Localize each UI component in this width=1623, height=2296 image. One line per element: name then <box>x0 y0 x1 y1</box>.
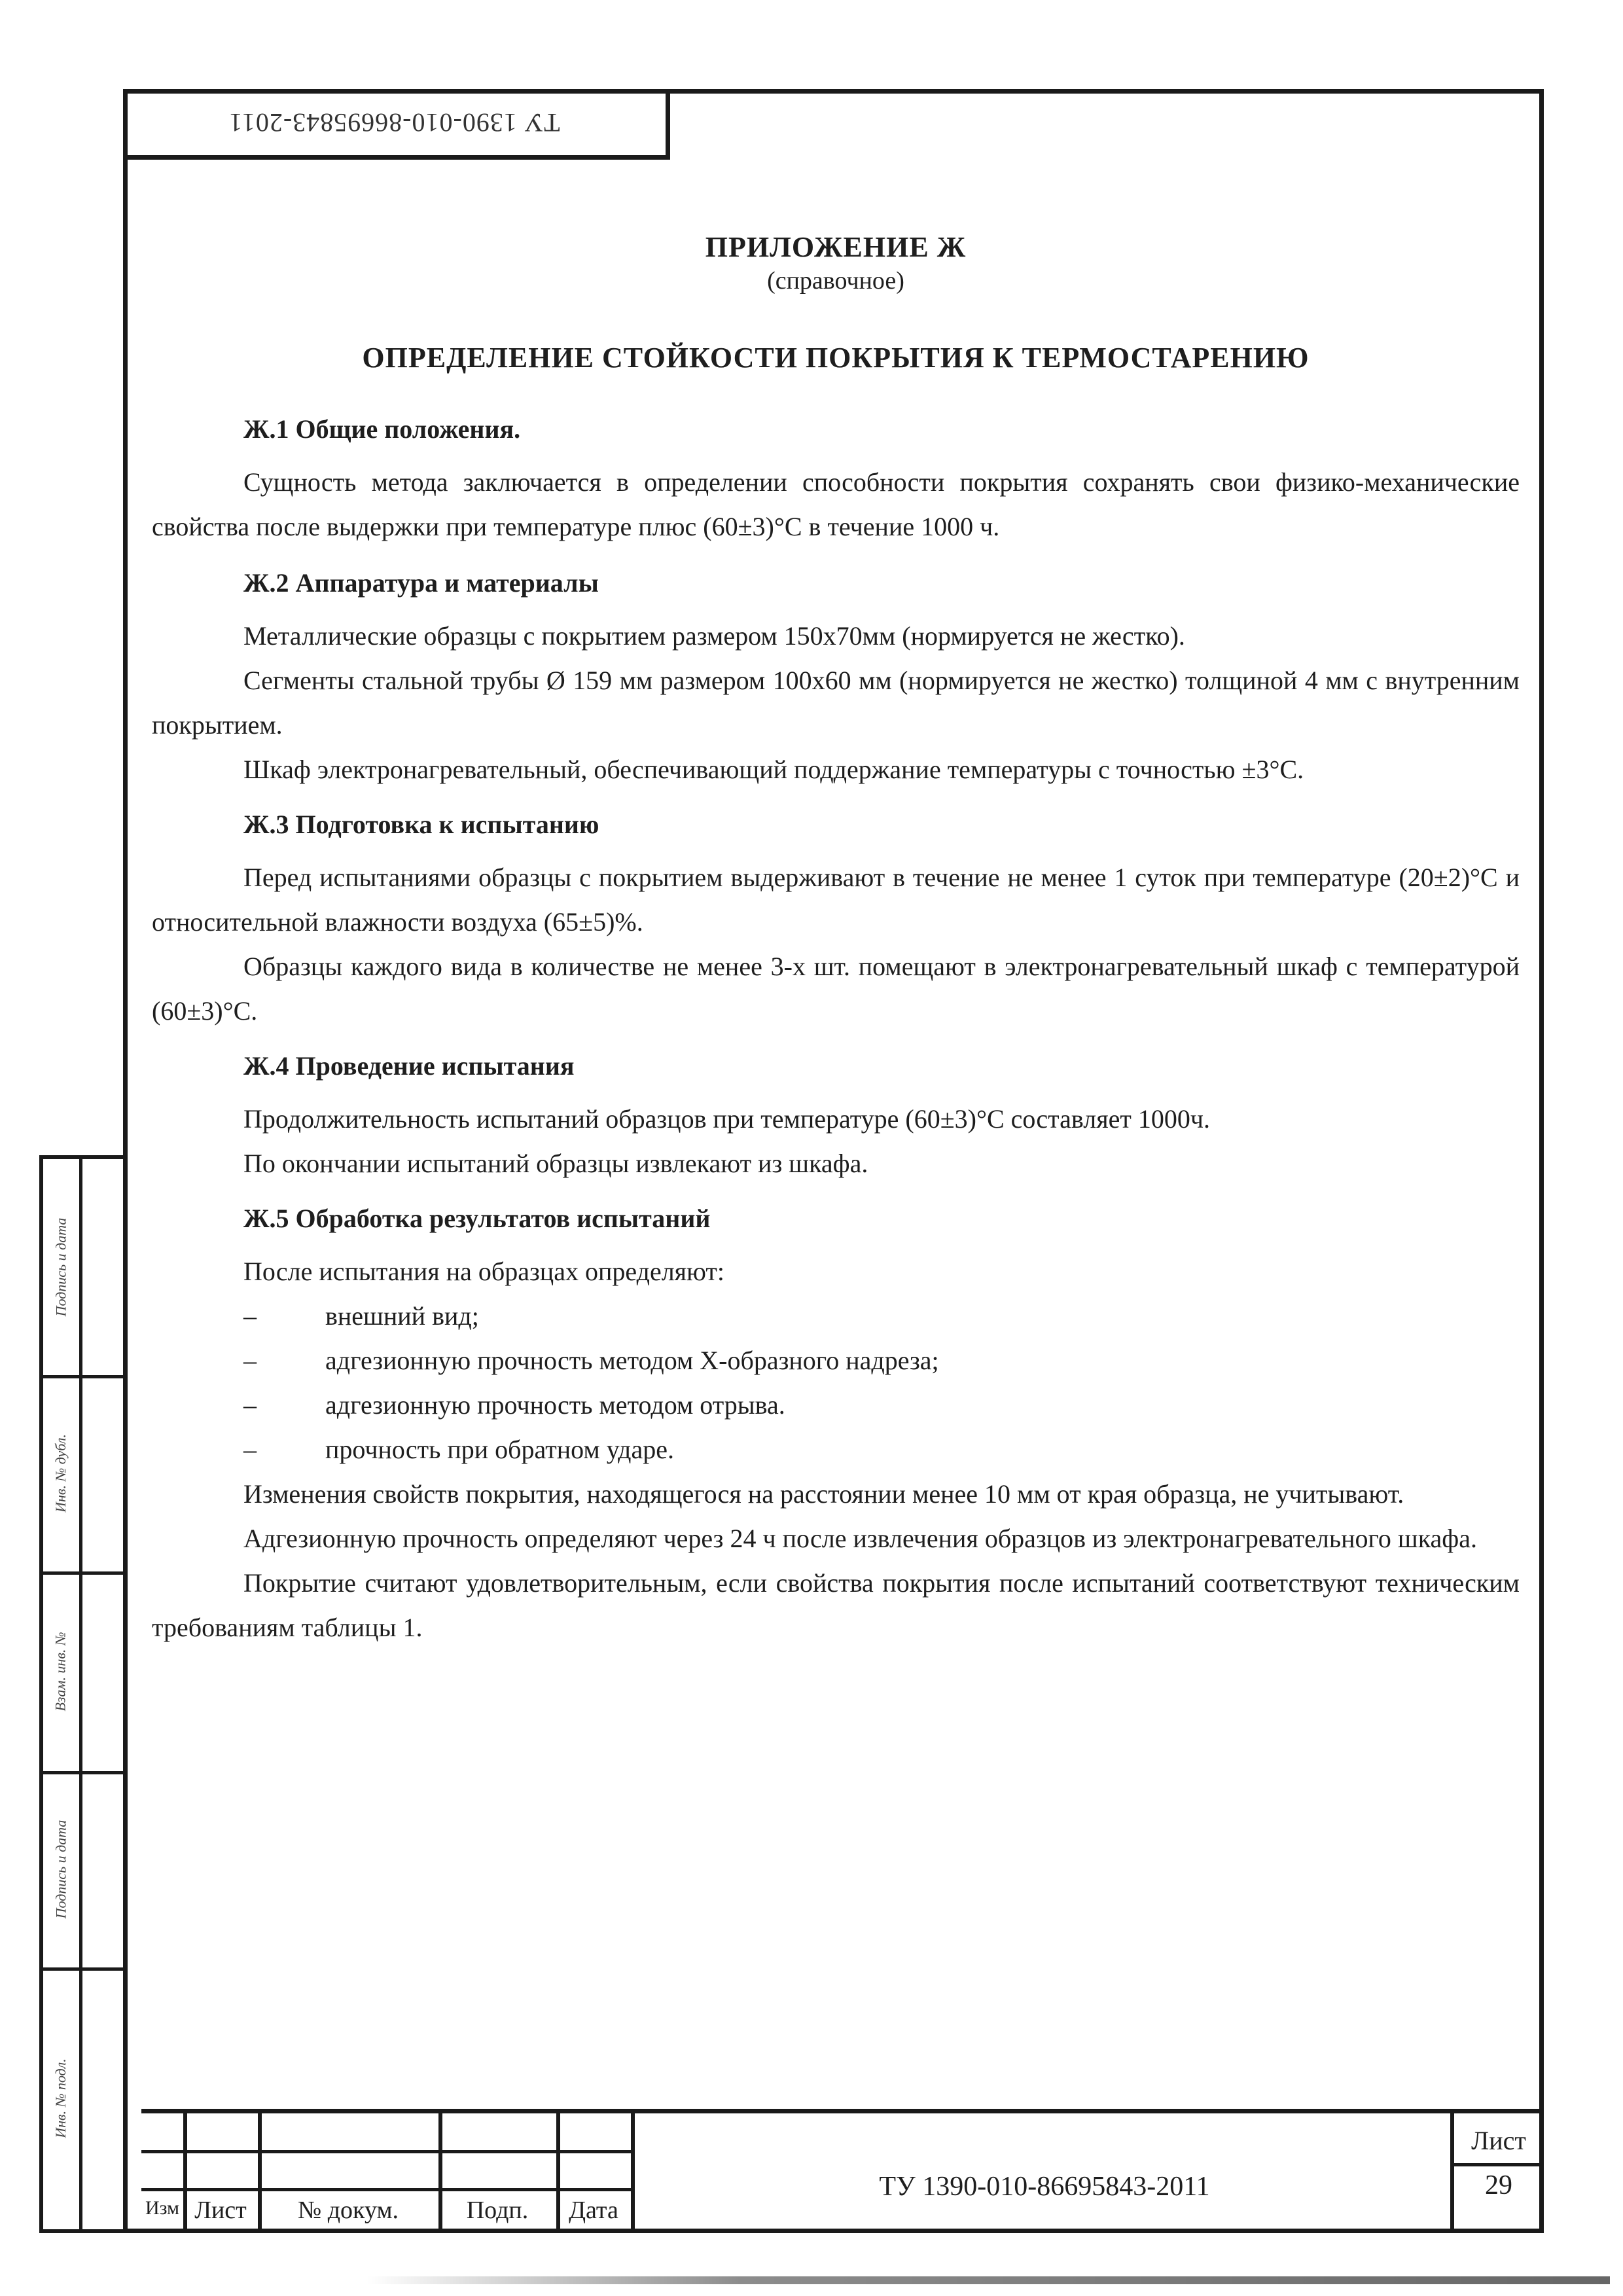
paragraph: Адгезионную прочность определяют через 24 ч после извлечения образцов из электронагревательного шкафа. <box>243 1524 1477 1553</box>
appendix-main-title: ОПРЕДЕЛЕНИЕ СТОЙКОСТИ ПОКРЫТИЯ К ТЕРМОСТАРЕНИЮ <box>362 342 1310 374</box>
side-stamp-divider <box>79 1159 82 2229</box>
paragraph: Сущность метода заключается в определении способности покрытия сохранять свои физико-механические свойства после выдержки при температуре плюс (60±3)°С в течение 1000 ч. <box>152 467 1520 541</box>
paragraph: Продолжительность испытаний образцов при температуре (60±3)°С составляет 1000ч. <box>243 1104 1210 1134</box>
side-stamp-label: Подпись и дата <box>52 1820 69 1919</box>
document-body <box>152 196 1520 1650</box>
paragraph: Перед испытаниями образцы с покрытием выдерживают в течение не менее 1 суток при температуре (20±2)°С и относительной влажности воздуха (65±5)%. <box>152 863 1520 937</box>
title-block-sheet-label: Лист <box>1471 2126 1526 2155</box>
title-block-col-podp: Подп. <box>466 2197 529 2224</box>
title-block-col-list: Лист <box>194 2197 247 2224</box>
title-block-col-date: Дата <box>569 2197 618 2224</box>
title-block-line <box>141 2150 631 2153</box>
title-block-sheet-number: 29 <box>1485 2170 1512 2200</box>
title-block-line <box>631 2113 635 2233</box>
section-heading: Ж.5 Обработка результатов испытаний <box>243 1204 711 1233</box>
title-block-doc-number: ТУ 1390-010-86695843-2011 <box>879 2172 1210 2202</box>
paragraph: Шкаф электронагревательный, обеспечивающий поддержание температуры с точностью ±3°С. <box>243 755 1304 784</box>
title-block-col-doc: № докум. <box>297 2197 399 2224</box>
section-heading: Ж.3 Подготовка к испытанию <box>243 810 599 839</box>
side-stamp <box>39 1155 123 2233</box>
title-block-line <box>1450 2163 1544 2166</box>
side-stamp-label: Инв. № подл. <box>52 2058 69 2138</box>
paragraph: Образцы каждого вида в количестве не менее 3-х шт. помещают в электронагревательный шкаф с температурой (60±3)°С. <box>152 952 1520 1026</box>
side-stamp-label: Взам. инв. № <box>52 1631 69 1712</box>
paragraph: После испытания на образцах определяют: <box>243 1257 724 1286</box>
side-stamp-label: Подпись и дата <box>52 1217 69 1317</box>
section-heading: Ж.4 Проведение испытания <box>243 1051 575 1081</box>
paragraph: Металлические образцы с покрытием размером 150x70мм (нормируется не жестко). <box>243 621 1185 651</box>
paragraph: Сегменты стальной трубы Ø 159 мм размером 100x60 мм (нормируется не жестко) толщиной 4 мм с внутренним покрытием. <box>152 666 1520 740</box>
title-block <box>141 2109 1544 2233</box>
paragraph: Изменения свойств покрытия, находящегося на расстоянии менее 10 мм от края образца, не учитывают. <box>243 1479 1404 1509</box>
section-heading: Ж.1 Общие положения. <box>243 414 521 444</box>
list-item: – адгезионную прочность методом Х-образного надреза; <box>243 1346 939 1375</box>
title-block-col-izm: Изм <box>145 2197 180 2219</box>
header-doc-number: ТУ 1390-010-86695843-2011 <box>228 108 560 137</box>
header-doc-number-box <box>123 89 670 160</box>
section-heading: Ж.2 Аппаратура и материалы <box>243 568 599 598</box>
scan-shadow <box>366 2276 1610 2284</box>
appendix-subtitle: (справочное) <box>767 267 904 295</box>
list-item: – адгезионную прочность методом отрыва. <box>243 1390 785 1420</box>
paragraph: Покрытие считают удовлетворительным, если свойства покрытия после испытаний соответствуют техническим требованиям таблицы 1. <box>152 1568 1520 1642</box>
paragraph: По окончании испытаний образцы извлекают из шкафа. <box>243 1149 868 1178</box>
list-item: – прочность при обратном ударе. <box>243 1435 675 1464</box>
list-item: – внешний вид; <box>243 1301 479 1331</box>
appendix-title: ПРИЛОЖЕНИЕ Ж <box>705 231 967 263</box>
title-block-line <box>141 2188 631 2191</box>
side-stamp-label: Инв. № дубл. <box>52 1434 69 1513</box>
